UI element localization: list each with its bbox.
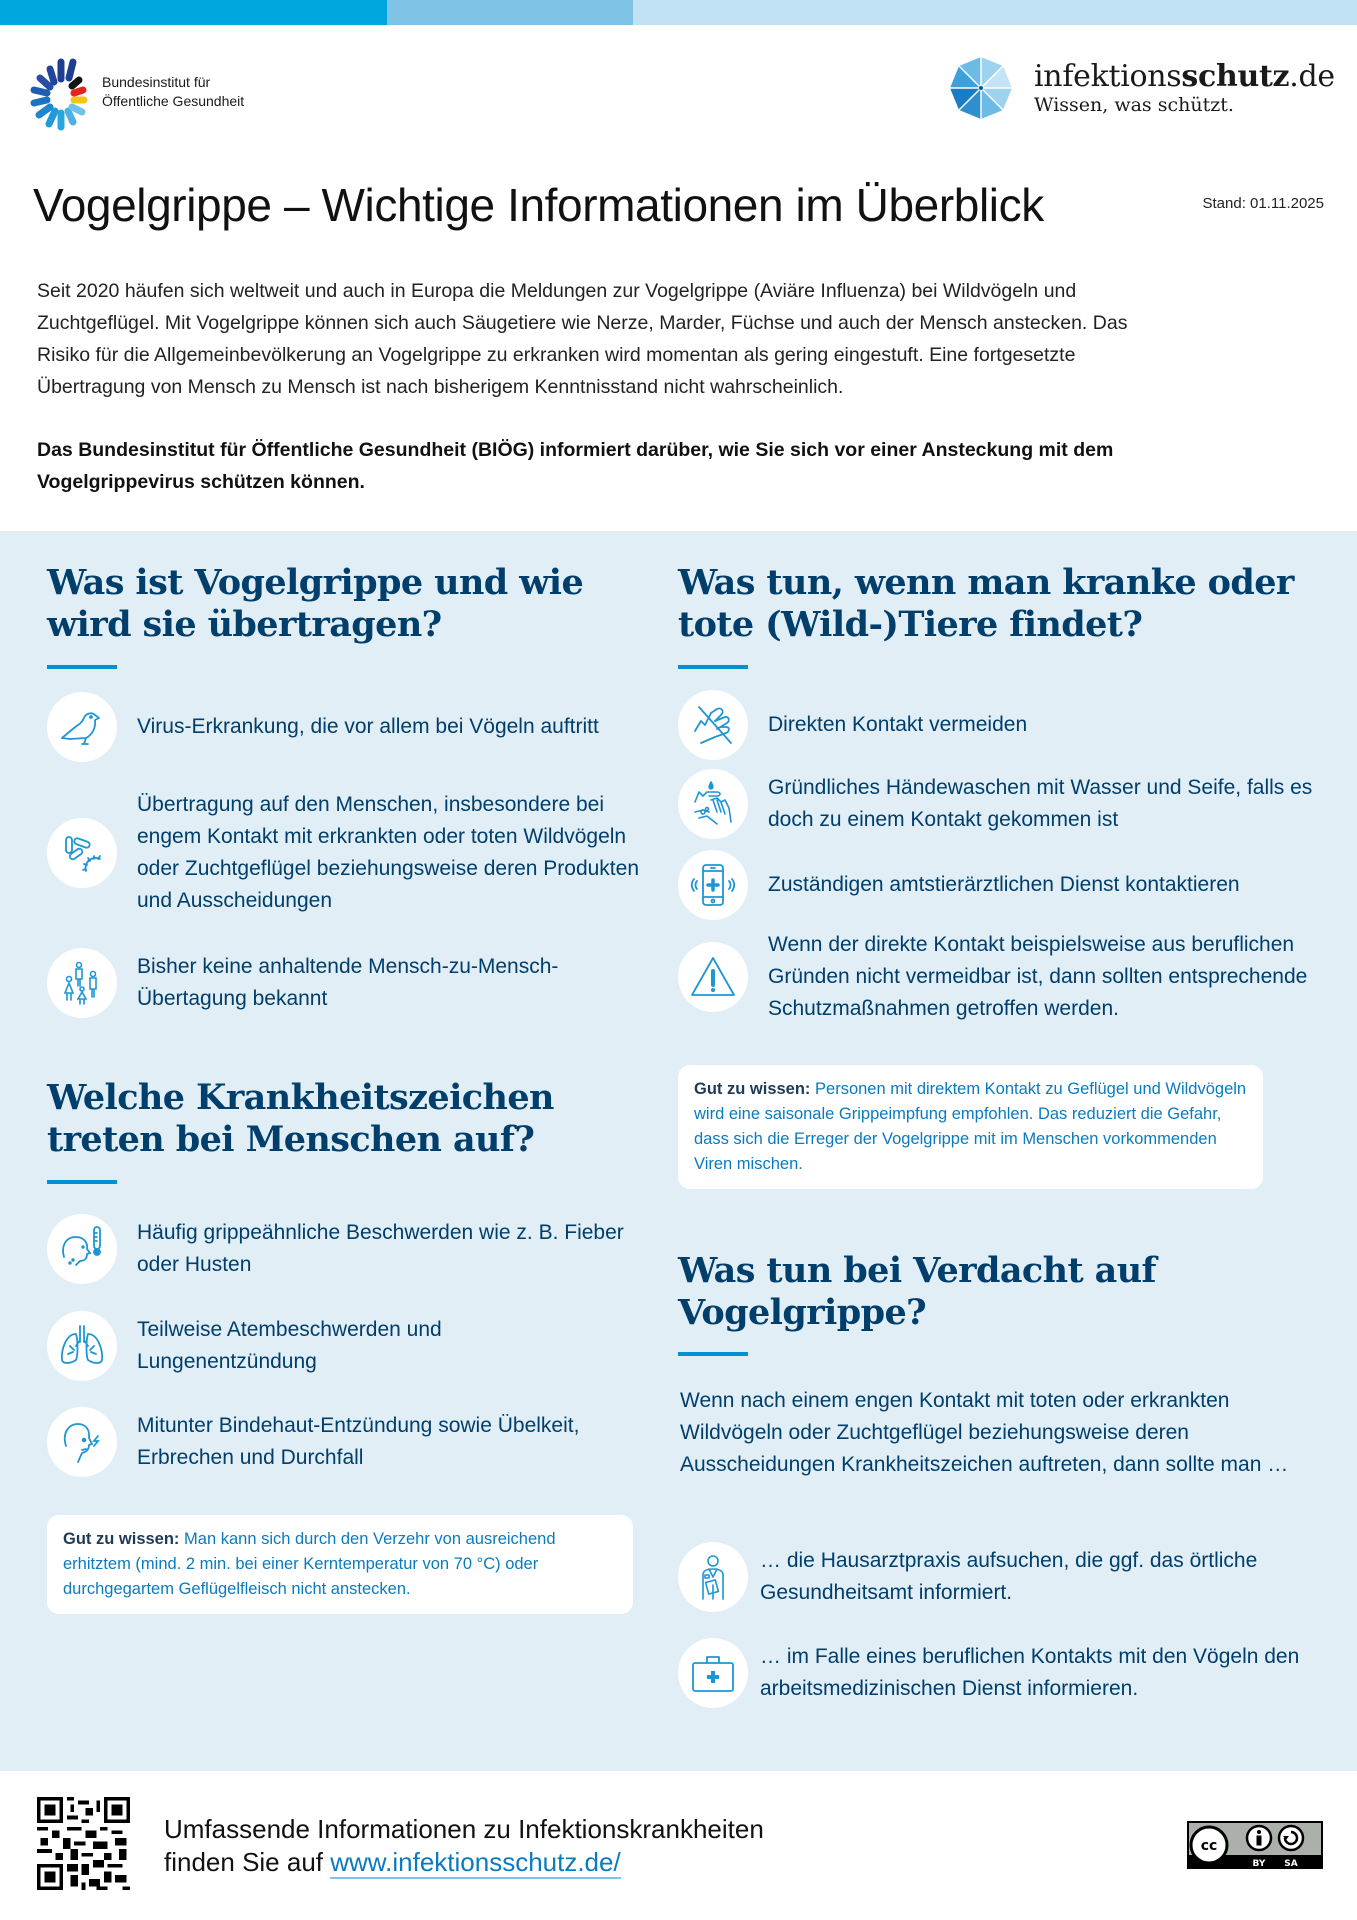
list-item-text: Häufig grippeähnliche Beschwerden wie z. B. Fieber oder Husten xyxy=(137,1221,624,1276)
footer-prefix: finden Sie auf xyxy=(164,1847,331,1877)
cc-by-sa-badge[interactable] xyxy=(1187,1821,1323,1869)
list-item-text: Teilweise Atembeschwerden und Lungenentzündung xyxy=(137,1318,442,1373)
good-to-know-box xyxy=(678,1065,1263,1189)
list-item xyxy=(678,1542,1318,1612)
top-bar-segment xyxy=(633,0,1357,25)
cc-icon-text: cc xyxy=(1200,1838,1218,1854)
list-item xyxy=(678,850,1318,920)
list-item-text: Virus-Erkrankung, die vor allem bei Vögeln auftritt xyxy=(137,715,599,738)
list-item-text: Wenn der direkte Kontakt beispielsweise aus beruflichen Gründen nicht vermeidbar ist, dann sollten entsprechende Schutzmaßnahmen getroffen werden. xyxy=(768,933,1308,1020)
list-item-text: Direkten Kontakt vermeiden xyxy=(768,713,1028,736)
brand-slogan: Wissen, was schützt. xyxy=(1034,94,1234,116)
section-rule xyxy=(678,1352,748,1356)
brand-part-bold: schutz xyxy=(1181,59,1290,94)
bird-icon xyxy=(47,692,117,762)
footer-text xyxy=(164,1813,764,1879)
list-item-text: Übertragung auf den Menschen, insbesondere bei engem Kontakt mit erkrankten oder toten Wildvögeln oder Zuchtgeflügel beziehungsweise deren Produkten und Ausscheidungen xyxy=(137,793,640,912)
brand-tld: .de xyxy=(1289,59,1335,94)
list-item xyxy=(47,1214,627,1284)
good-to-know-label: Gut zu wissen: xyxy=(694,1080,811,1098)
virus-bacteria-icon xyxy=(47,818,117,888)
list-item-text: Zuständigen amtstierärztlichen Dienst kontaktieren xyxy=(768,873,1240,896)
warning-icon xyxy=(678,942,748,1012)
license-sa-label: SA xyxy=(1284,1859,1298,1869)
stand-date: Stand: 01.11.2025 xyxy=(1202,195,1324,212)
list-item-text: Gründliches Händewaschen mit Wasser und Seife, falls es doch zu einem Kontakt gekommen ist xyxy=(768,776,1313,831)
good-to-know-text: Personen mit direktem Kontakt zu Geflügel und Wildvögeln wird eine saisonale Grippeimpfung empfohlen. Das reduziert die Gefahr, dass sich die Erreger der Vogelgrippe mit im Menschen vorkommenden Viren mischen. xyxy=(694,1080,1247,1173)
list-item xyxy=(47,692,607,762)
people-group-icon xyxy=(47,948,117,1018)
suspicion-paragraph: Wenn nach einem engen Kontakt mit toten oder erkrankten Wildvögeln oder Zuchtgeflügel beziehungsweise deren Ausscheidungen Krankheitszeichen auftreten, dann sollte man … xyxy=(680,1389,1289,1476)
good-to-know-box xyxy=(47,1515,633,1614)
umbrella-icon xyxy=(948,55,1014,121)
section-rule xyxy=(47,665,117,669)
footer-link[interactable]: www.infektionsschutz.de/ xyxy=(330,1847,621,1877)
biog-logo-line: Bundesinstitut für xyxy=(102,74,211,90)
fever-face-icon xyxy=(47,1214,117,1284)
brand-part: infektions xyxy=(1034,59,1182,94)
license-by-label: BY xyxy=(1252,1859,1266,1869)
section-rule xyxy=(678,665,748,669)
section-title-found: Was tun, wenn man kranke oder tote (Wild-)Tiere findet? xyxy=(678,562,1294,645)
footer-line: Umfassende Informationen zu Infektionskrankheiten xyxy=(164,1814,764,1844)
page-title: Vogelgrippe – Wichtige Informationen im Überblick xyxy=(33,179,1044,231)
biog-sunburst-icon xyxy=(28,52,96,132)
no-touch-hand-icon xyxy=(678,690,748,760)
list-item xyxy=(47,789,647,917)
lungs-icon xyxy=(47,1311,117,1381)
list-item-text: Bisher keine anhaltende Mensch-zu-Mensch-Übertagung bekannt xyxy=(137,955,559,1010)
list-item xyxy=(678,929,1318,1025)
list-item-text: … die Hausarztpraxis aufsuchen, die ggf. das örtliche Gesundheitsamt informiert. xyxy=(760,1549,1258,1604)
list-item-text: … im Falle eines beruflichen Kontakts mit den Vögeln den arbeitsmedizinischen Dienst informieren. xyxy=(760,1645,1300,1700)
biog-logo-line: Öffentliche Gesundheit xyxy=(102,93,245,109)
list-item xyxy=(678,1638,1318,1708)
section-rule xyxy=(47,1180,117,1184)
good-to-know-label: Gut zu wissen: xyxy=(63,1530,180,1548)
phone-medical-icon xyxy=(678,850,748,920)
first-aid-kit-icon xyxy=(678,1638,748,1708)
list-item xyxy=(678,690,1318,760)
sick-face-icon xyxy=(47,1407,117,1477)
list-item xyxy=(47,948,627,1018)
biog-logo xyxy=(28,52,244,132)
qr-code-icon[interactable] xyxy=(37,1797,130,1890)
hand-washing-icon xyxy=(678,769,748,839)
top-bar-segment xyxy=(387,0,633,25)
top-bar-segment xyxy=(0,0,387,25)
brand-name xyxy=(1034,60,1335,94)
list-item xyxy=(47,1311,627,1381)
intro-paragraph: Seit 2020 häufen sich weltweit und auch in Europa die Meldungen zur Vogelgrippe (Aviäre Influenza) bei Wildvögeln und Zuchtgeflügel. Mit Vogelgrippe können sich auch Säugetiere wie Nerze, Marder, Füchse und auch der Mensch anstecken. Das Risiko für die Allgemeinbevölkerung an Vogelgrippe zu erkranken wird momentan als gering eingestuft. Eine fortgesetzte Übertragung von Mensch zu Mensch ist nach bisherigem Kenntnisstand nicht wahrscheinlich. xyxy=(37,280,1128,398)
list-item-text: Mitunter Bindehaut-Entzündung sowie Übelkeit, Erbrechen und Durchfall xyxy=(137,1414,580,1469)
list-item xyxy=(47,1407,627,1477)
list-item xyxy=(678,769,1318,839)
section-title-what: Was ist Vogelgrippe und wie wird sie übertragen? xyxy=(47,562,584,645)
section-title-suspicion: Was tun bei Verdacht auf Vogelgrippe? xyxy=(678,1250,1156,1333)
good-to-know-text: Man kann sich durch den Verzehr von ausreichend erhitztem (mind. 2 min. bei einer Kerntemperatur von 70 °C) oder durchgegartem Geflügelfleisch nicht anstecken. xyxy=(63,1530,556,1598)
section-title-symptoms: Welche Krankheitszeichen treten bei Menschen auf? xyxy=(47,1077,554,1160)
intro-bold-paragraph: Das Bundesinstitut für Öffentliche Gesundheit (BIÖG) informiert darüber, wie Sie sich vor einer Ansteckung mit dem Vogelgrippevirus schützen können. xyxy=(37,439,1114,493)
top-color-bar xyxy=(0,0,1357,25)
infektionsschutz-logo xyxy=(948,55,1335,121)
doctor-icon xyxy=(678,1542,748,1612)
footer-line xyxy=(164,1846,764,1879)
